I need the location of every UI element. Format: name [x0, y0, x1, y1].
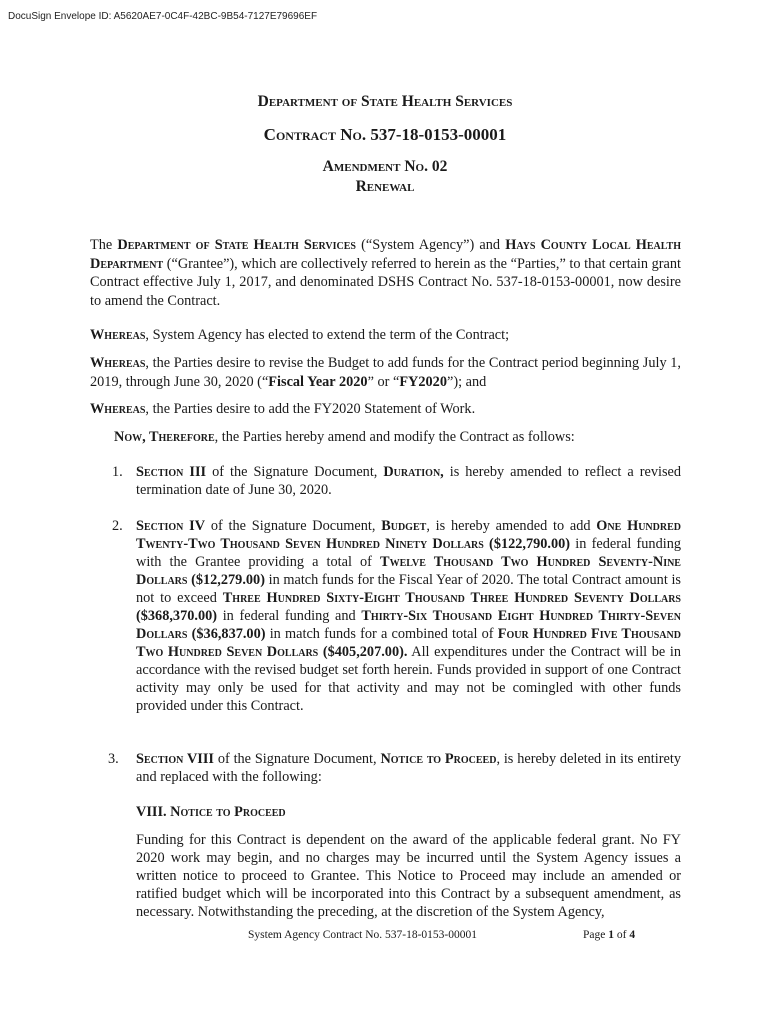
footer-page-number [583, 929, 635, 941]
whereas-3-text: , the Parties desire to add the FY2020 Statement of Work. [145, 401, 476, 417]
amount-match-fy2020: Twelve Thousand Two Hundred Seventy-Nine Dollars ($12,279.00) [136, 554, 681, 588]
notice-to-proceed-heading: VIII. Notice to Proceed [136, 804, 286, 820]
contract-number-title: Contract No. 537-18-0153-00001 [263, 125, 507, 144]
item-3-text-a: of the Signature Document, [214, 751, 381, 767]
item-1 [136, 463, 681, 499]
budget-label: Budget [381, 518, 427, 534]
fiscal-year-label: Fiscal Year 2020 [268, 373, 368, 390]
whereas-2-text-c: ”); and [446, 373, 487, 390]
amount-federal-total: Three Hundred Sixty-Eight Thousand Three Hundred Seventy Dollars ($368,370.00) [136, 590, 681, 624]
grantee-name: Hays County Local Health Department [90, 237, 681, 272]
docusign-envelope-id: DocuSign Envelope ID: A5620AE7-0C4F-42BC-9B54-7127E79696EF [8, 11, 318, 22]
fy-label: FY2020 [399, 373, 447, 390]
renewal-title: Renewal [355, 178, 415, 195]
item-1-text-a: of the Signature Document, [206, 464, 384, 480]
agency-name: Department of State Health Services [117, 237, 356, 253]
amount-federal-fy2020: One Hundred Twenty-Two Thousand Seven Hundred Ninety Dollars ($122,790.00) [136, 518, 681, 552]
page-num: 1 [608, 929, 614, 941]
funding-paragraph: Funding for this Contract is dependent on the award of the applicable federal grant. No FY 2020 work may begin, and no charges may be incurred until the System Agency issues a written notice to proceed to Grantee. This Notice to Proceed may include an amended or ratified budget which will be incorporated into this Contract by a subsequent amendment, as necessary. Notwithstanding the preceding, at the discretion of the System Agency, [136, 832, 681, 920]
whereas-3 [90, 400, 681, 419]
footer-contract-ref: System Agency Contract No. 537-18-0153-00001 [248, 929, 478, 941]
item-2-text-a: of the Signature Document, [205, 518, 382, 534]
item-2-text-c: in federal funding with the Grantee providing a total of [136, 536, 682, 570]
amount-match-total: Thirty-Six Thousand Eight Hundred Thirty-Seven Dollars ($36,837.00) [136, 608, 681, 642]
whereas-label: Whereas [90, 401, 146, 417]
item-2-text-f: in match funds for a combined total of [265, 626, 498, 642]
department-title: Department of State Health Services [257, 93, 513, 110]
now-therefore-label: Now, Therefore [114, 429, 215, 445]
item-3 [136, 750, 681, 786]
page-total: 4 [629, 929, 636, 941]
item-3-text-b: , is hereby deleted in its entirety and replaced with the following: [136, 751, 681, 785]
whereas-2 [90, 354, 681, 391]
of-word: of [613, 929, 630, 941]
whereas-2-text-b: ” or “ [367, 373, 400, 390]
whereas-label: Whereas [90, 355, 146, 371]
intro-mid1: (“System Agency”) and [355, 237, 506, 253]
intro-the: The [90, 237, 118, 253]
intro-paragraph [90, 236, 681, 310]
item-2 [136, 517, 681, 715]
item-1-text-b: is hereby amended to reflect a revised termination date of June 30, 2020. [136, 464, 681, 498]
section-8-label: Section VIII [136, 751, 214, 767]
whereas-1 [90, 326, 681, 345]
amendment-title: Amendment No. 02 [322, 158, 448, 175]
section-3-label: Section III [136, 464, 207, 480]
notice-to-proceed-label: Notice to Proceed [380, 751, 497, 767]
item-2-text-e: in federal funding and [217, 608, 362, 624]
whereas-2-text-a: , the Parties desire to revise the Budget to add funds for the Contract period beginning July 1, 2019, through June 30, 2020 (“ [90, 355, 681, 390]
whereas-label: Whereas [90, 327, 146, 343]
whereas-1-text: , System Agency has elected to extend the term of the Contract; [145, 327, 510, 343]
item-number-3: 3. [108, 751, 119, 767]
item-2-text-d: in match funds for the Fiscal Year of 2020. The total Contract amount is not to exceed [136, 572, 681, 606]
page-word: Page [583, 929, 609, 941]
amount-combined-total: Four Hundred Five Thousand Two Hundred Seven Dollars ($405,207.00). [136, 626, 681, 660]
now-therefore [114, 428, 681, 447]
intro-mid2: (“Grantee”), which are collectively referred to herein as the “Parties,” to that certain grant Contract effective July 1, 2017, and denominated DSHS Contract No. 537-18-0153-00001, now desire to amend the Contract. [90, 255, 681, 309]
section-4-label: Section IV [136, 518, 206, 534]
item-2-text-g: All expenditures under the Contract will be in accordance with the revised budget set forth herein. Funds provided in support of one Contract activity may only be used for that activity and may not be comingled with other funds provided under this Contract. [136, 644, 681, 714]
duration-label: Duration, [383, 464, 444, 480]
item-number-1: 1. [112, 464, 123, 480]
item-2-text-b: , is hereby amended to add [426, 518, 597, 534]
now-therefore-text: , the Parties hereby amend and modify the Contract as follows: [214, 429, 575, 445]
item-number-2: 2. [112, 518, 123, 534]
